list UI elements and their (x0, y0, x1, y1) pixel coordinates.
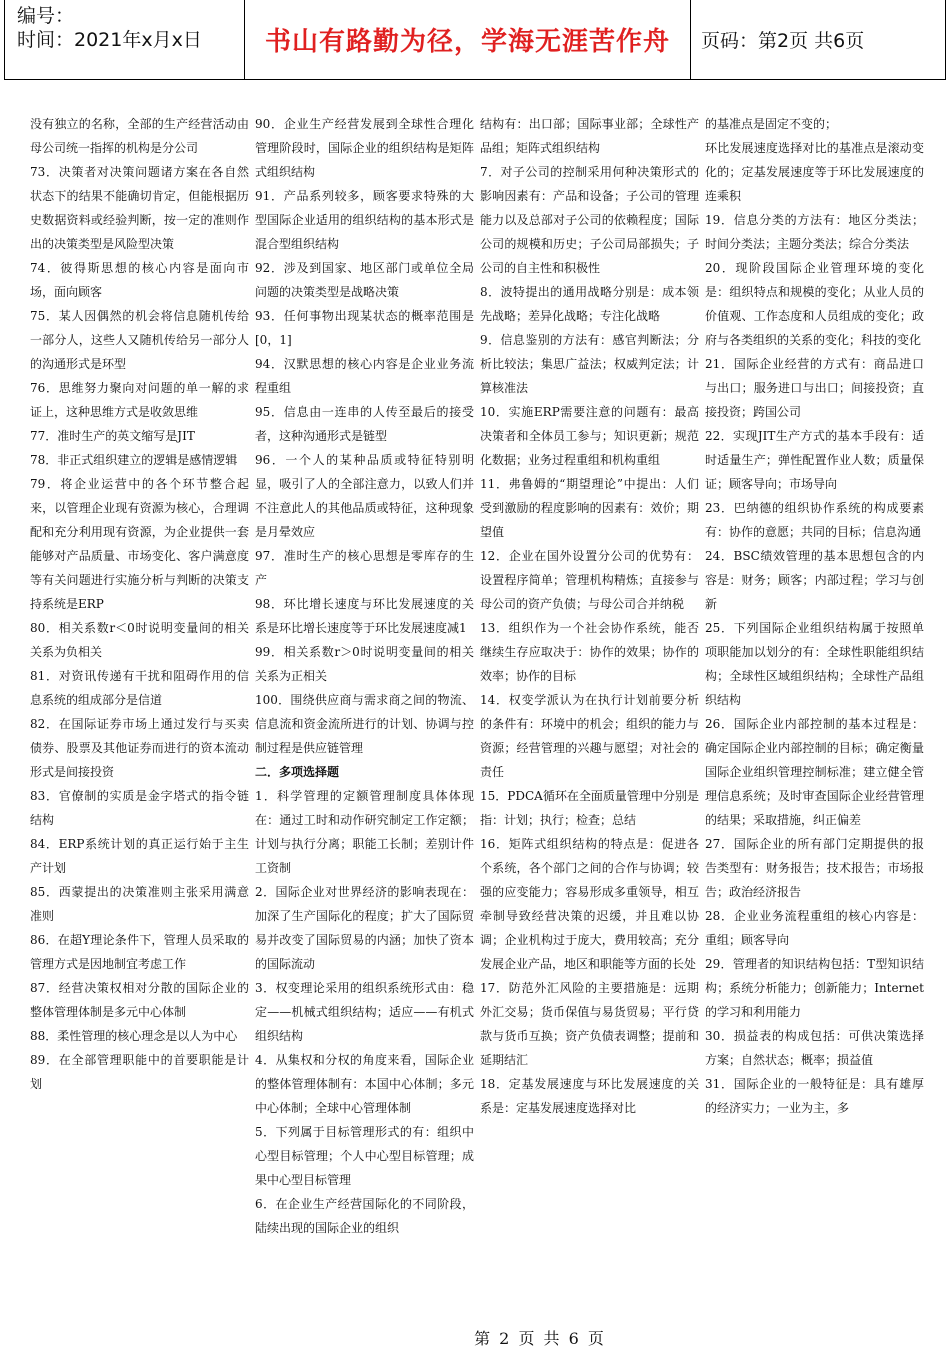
question-item: 12．企业在国外设置分公司的优势有：设置程序简单；管理机构精炼；直接参与母公司的资产负债；与母公司合并纳税 (480, 549, 699, 611)
question-item: 87．经营决策权相对分散的国际企业的整体管理体制是多元中心体制 (30, 981, 249, 1019)
question-item: 78．非正式组织建立的逻辑是感情逻辑 (30, 453, 238, 467)
question-item: 81．对资讯传递有干扰和阻碍作用的信息系统的组成部分是信道 (30, 669, 249, 707)
question-item: 77．准时生产的英文缩写是JIT (30, 429, 195, 443)
question-item: 96．一个人的某种品质或特征特别明显，吸引了人的全部注意力，以致人们并不注意此人的其他品质或特征，这种现象是月晕效应 (255, 453, 474, 539)
question-item: 4．从集权和分权的角度来看，国际企业的整体管理体制有：本国中心体制；多元中心体制；全球中心管理体制 (255, 1053, 474, 1115)
question-item: 92．涉及到国家、地区部门或单位全局问题的决策类型是战略决策 (255, 261, 474, 299)
question-item: 10．实施ERP需要注意的问题有：最高决策者和全体员工参与；知识更新；规范化数据；业务过程重组和机构重组 (480, 405, 699, 467)
question-item: 91．产品系列较多，顾客要求特殊的大型国际企业适用的组织结构的基本形式是混合型组织结构 (255, 189, 474, 251)
question-item: 二．多项选择题 (255, 765, 340, 779)
question-item: 85．西蒙提出的决策准则主张采用满意准则 (30, 885, 249, 923)
question-item: 90．企业生产经营发展到全球性合理化管理阶段时，国际企业的组织结构是矩阵式组织结构 (255, 117, 474, 179)
question-item: 9．信息鉴别的方法有：感官判断法；分析比较法；集思广益法；权威判定法；计算核准法 (480, 333, 699, 395)
question-item: 6．在企业生产经营国际化的不同阶段，陆续出现的国际企业的组织 (255, 1197, 474, 1235)
question-item: 79．将企业运营中的各个环节整合起来，以管理企业现有资源为核心，合理调配和充分利用现有资源，为企业提供一套能够对产品质量、市场变化、客户满意度等有关问题进行实施分析与判断的决策支持系统是ERP (30, 477, 249, 611)
question-item: 30．损益表的构成包括：可供决策选择方案；自然状态；概率；损益值 (705, 1029, 924, 1067)
question-item: 15．PDCA循环在全面质量管理中分别是指：计划；执行；检查；总结 (480, 789, 699, 827)
question-item: 31．国际企业的一般特征是：具有雄厚的经济实力；一业为主，多 (705, 1077, 924, 1115)
header-page-label: 页码：第2页 共6页 (701, 30, 865, 52)
question-item: 95．信息由一连串的人传至最后的接受者，这种沟通形式是链型 (255, 405, 474, 443)
question-item: 22．实现JIT生产方式的基本手段有：适时适量生产；弹性配置作业人数；质量保证；顾客导向；市场导向 (705, 429, 924, 491)
question-item: 2．国际企业对世界经济的影响表现在：加深了生产国际化的程度；扩大了国际贸易并改变了国际贸易的内涵；加快了资本的国际流动 (255, 885, 474, 971)
question-item: 94．汉默思想的核心内容是企业业务流程重组 (255, 357, 474, 395)
question-item: 93．任何事物出现某状态的概率范围是[0，1] (255, 309, 474, 347)
document-time-label: 时间：2021年x月x日 (17, 29, 202, 51)
page-footer: 第 2 页 共 6 页 (474, 1329, 606, 1348)
question-item: 14．权变学派认为在执行计划前要分析的条件有：环境中的机会；组织的能力与资源；经营管理的兴趣与愿望；对社会的责任 (480, 693, 699, 779)
text-column-2 (255, 112, 480, 1240)
question-item: 20．现阶段国际企业管理环境的变化是：组织特点和规模的变化；从业人员的价值观、工作态度和人员组成的变化；政府与各类组织的关系的变化；科技的变化 (705, 261, 924, 347)
question-item: 75．某人因偶然的机会将信息随机传给一部分人，这些人又随机传给另一部分人的沟通形式是环型 (30, 309, 249, 371)
question-item: 28．企业业务流程重组的核心内容是：重组；顾客导向 (705, 909, 924, 947)
question-item: 的基准点是固定不变的； (705, 117, 838, 131)
question-item: 100．围绕供应商与需求商之间的物流、信息流和资金流所进行的计划、协调与控制过程是供应链管理 (255, 693, 474, 755)
question-item: 7．对子公司的控制采用何种决策形式的影响因素有：产品和设备；子公司的管理能力以及总部对子公司的依赖程度；国际公司的规模和历史；子公司局部损失；子公司的自主性和积极性 (480, 165, 699, 275)
question-content (30, 112, 930, 1240)
question-item: 80．相关系数r＜0时说明变量间的相关关系为负相关 (30, 621, 249, 659)
text-column-1 (30, 112, 255, 1240)
question-item: 1．科学管理的定额管理制度具体体现在：通过工时和动作研究制定工作定额；计划与执行分离；职能工长制；差别计件工资制 (255, 789, 474, 875)
question-item: 98．环比增长速度与环比发展速度的关系是环比增长速度等于环比发展速度减1 (255, 597, 474, 635)
question-item: 19．信息分类的方法有：地区分类法；时间分类法；主题分类法；综合分类法 (705, 213, 924, 251)
question-item: 18．定基发展速度与环比发展速度的关系是：定基发展速度选择对比 (480, 1077, 699, 1115)
text-column-4 (705, 112, 930, 1240)
question-item: 24．BSC绩效管理的基本思想包含的内容是：财务；顾客；内部过程；学习与创新 (705, 549, 924, 611)
question-item: 74．彼得斯思想的核心内容是面向市场，面向顾客 (30, 261, 249, 299)
question-item: 99．相关系数r＞0时说明变量间的相关关系为正相关 (255, 645, 474, 683)
question-item: 86．在超Y理论条件下，管理人员采取的管理方式是因地制宜考虑工作 (30, 933, 249, 971)
question-item: 5．下列属于目标管理形式的有：组织中心型目标管理；个人中心型目标管理；成果中心型目标管理 (255, 1125, 474, 1187)
question-item: 83．官僚制的实质是金字塔式的指令链结构 (30, 789, 249, 827)
question-item: 25．下列国际企业组织结构属于按照单项职能加以划分的有：全球性职能组织结构；全球性区域组织结构；全球性产品组织结构 (705, 621, 924, 707)
question-item: 17．防范外汇风险的主要措施是：远期外汇交易；货币保值与易货贸易；平行贷款与货币互换；资产负债表调整；提前和延期结汇 (480, 981, 699, 1067)
question-item: 21．国际企业经营的方式有：商品进口与出口；服务进口与出口；间接投资；直接投资；跨国公司 (705, 357, 924, 419)
question-item: 11．弗鲁姆的“期望理论”中提出：人们受到激励的程度影响的因素有：效价；期望值 (480, 477, 699, 539)
question-item: 89．在全部管理职能中的首要职能是计划 (30, 1053, 249, 1091)
question-item: 26．国际企业内部控制的基本过程是：确定国际企业内部控制的目标；确定衡量国际企业组织管理控制标准；建立健全管理信息系统；及时审查国际企业经营管理的结果；采取措施，纠正偏差 (705, 717, 924, 827)
question-item: 没有独立的名称，全部的生产经营活动由母公司统一指挥的机构是分公司 (30, 117, 249, 155)
question-item: 环比发展速度选择对比的基准点是滚动变化的；定基发展速度等于环比发展速度的连乘积 (705, 141, 924, 203)
question-item: 23．巴纳德的组织协作系统的构成要素有：协作的意愿；共同的目标；信息沟通 (705, 501, 924, 539)
header-meta (5, 0, 245, 79)
text-column-3 (480, 112, 705, 1240)
question-item: 76．思维努力聚向对问题的单一解的求证上，这种思维方式是收敛思维 (30, 381, 249, 419)
question-item: 8．波特提出的通用战略分别是：成本领先战略；差异化战略；专注化战略 (480, 285, 699, 323)
question-item: 27．国际企业的所有部门定期提供的报告类型有：财务报告；技术报告；市场报告；政治经济报告 (705, 837, 924, 899)
header-slogan: 书山有路勤为径，学海无涯苦作舟 (245, 0, 691, 79)
question-item: 16．矩阵式组织结构的特点是：促进各个系统，各个部门之间的合作与协调；较强的应变能力；容易形成多重领导，相互牵制导致经营决策的迟缓，并且难以协调；企业机构过于庞大，费用较高；充分发展企业产品，地区和职能等方面的长处 (480, 837, 699, 971)
question-item: 82．在国际证券市场上通过发行与买卖债券、股票及其他证券而进行的资本流动形式是间接投资 (30, 717, 249, 779)
question-item: 结构有：出口部；国际事业部；全球性产品组；矩阵式组织结构 (480, 117, 699, 155)
document-number-label: 编号： (17, 5, 75, 27)
question-item: 29．管理者的知识结构包括：T型知识结构；系统分析能力；创新能力；Internet的学习和利用能力 (705, 957, 924, 1019)
page-header (4, 0, 946, 80)
question-item: 3．权变理论采用的组织系统形式由：稳定——机械式组织结构；适应——有机式组织结构 (255, 981, 474, 1043)
question-item: 84．ERP系统计划的真正运行始于主生产计划 (30, 837, 249, 875)
question-item: 73．决策者对决策问题诸方案在各自然状态下的结果不能确切肯定，但能根据历史数据资料或经验判断，按一定的准则作出的决策类型是风险型决策 (30, 165, 249, 251)
question-item: 13．组织作为一个社会协作系统，能否继续生存应取决于：协作的效果；协作的效率；协作的目标 (480, 621, 699, 683)
question-item: 88．柔性管理的核心理念是以人为中心 (30, 1029, 238, 1043)
question-item: 97．准时生产的核心思想是零库存的生产 (255, 549, 474, 587)
